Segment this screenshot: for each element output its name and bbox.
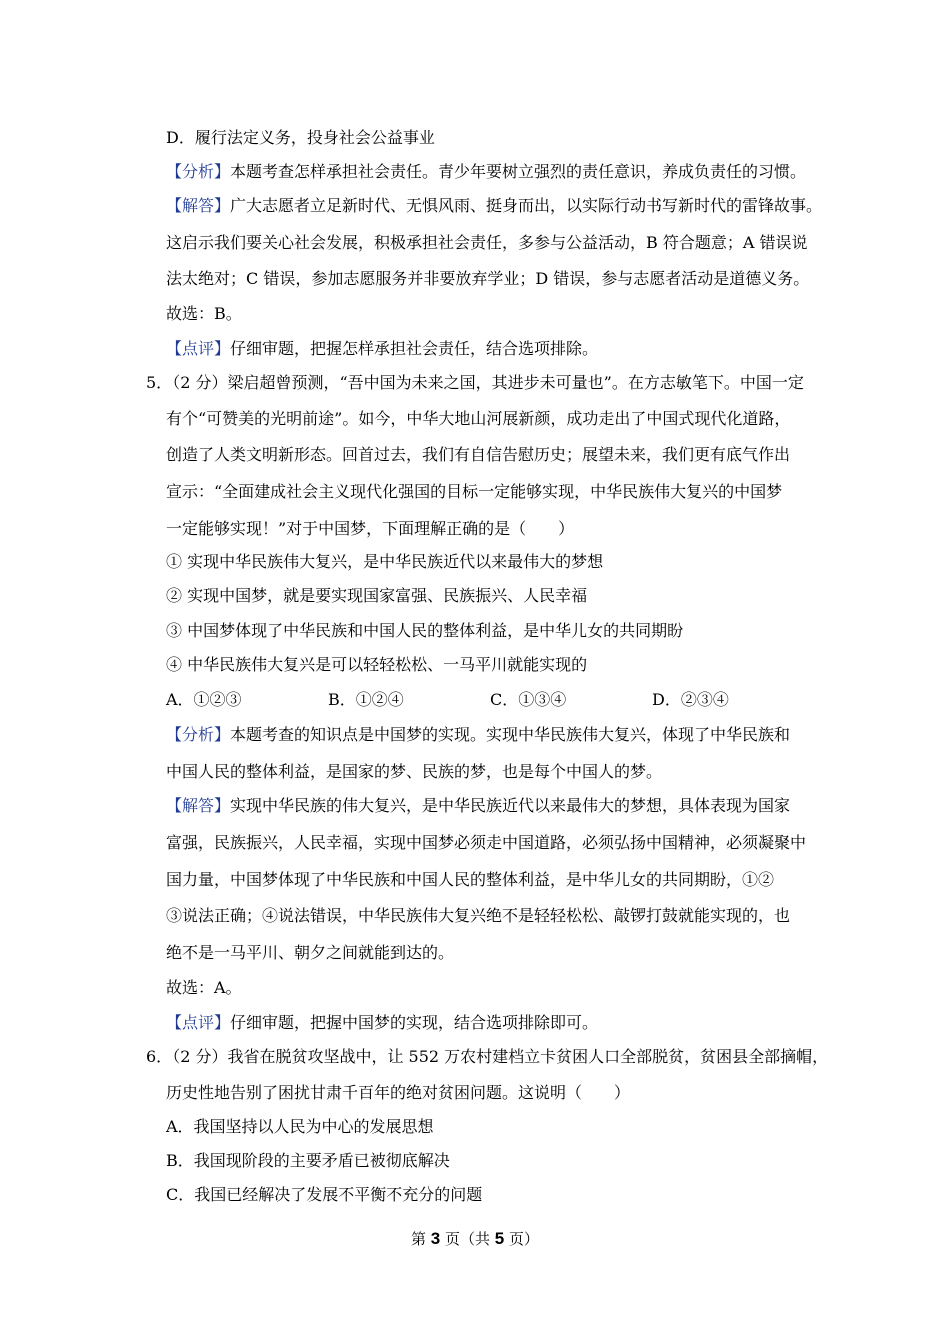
q5-statement-3: ③ 中国梦体现了中华民族和中国人民的整体利益，是中华儿女的共同期盼 (166, 621, 684, 640)
q5-comment (166, 1012, 598, 1034)
q5-options (166, 689, 814, 711)
analysis-tag: 【分析】 (166, 725, 231, 744)
q5-option-c: C．①③④ (490, 690, 567, 709)
q5-statement-4: ④ 中华民族伟大复兴是可以轻轻松松、一马平川就能实现的 (166, 655, 588, 674)
q5-answer-line-4: ③说法正确；④说法错误，中华民族伟大复兴绝不是轻轻松松、敲锣打鼓就能实现的，也 (166, 906, 791, 925)
q4-option-d: D．履行法定义务，投身社会公益事业 (166, 128, 435, 147)
q4-answer-line-3: 法太绝对；C 错误，参加志愿服务并非要放弃学业；D 错误，参与志愿者活动是道德义务。 (166, 269, 810, 288)
q5-option-d: D．②③④ (652, 690, 729, 709)
q5-number: 5． (146, 373, 173, 392)
comment-tag: 【点评】 (166, 339, 231, 358)
q6-option-c: C．我国已经解决了发展不平衡不充分的问题 (166, 1185, 483, 1204)
comment-tag: 【点评】 (166, 1013, 231, 1032)
q5-stem-text: （2 分）梁启超曾预测，“吾中国为未来之国，其进步未可量也”。在方志敏笔下。中国一定 (172, 373, 804, 392)
q6-stem-line-2: 历史性地告别了困扰甘肃千百年的绝对贫困问题。这说明（ ） (166, 1083, 631, 1102)
analysis-tag: 【分析】 (166, 162, 231, 181)
q5-option-a: A．①②③ (166, 690, 242, 709)
q6-number: 6． (146, 1047, 173, 1066)
q5-analysis-line-2: 中国人民的整体利益，是国家的梦、民族的梦，也是每个中国人的梦。 (166, 762, 663, 781)
q4-choice: 故选：B。 (166, 304, 242, 323)
q5-choice: 故选：A。 (166, 978, 242, 997)
q6-option-a: A．我国坚持以人民为中心的发展思想 (166, 1117, 434, 1136)
q5-answer-line-3: 国力量，中国梦体现了中华民族和中国人民的整体利益，是中华儿女的共同期盼，①② (166, 870, 775, 889)
q5-answer-line-1 (166, 795, 790, 817)
q5-stem-line-3: 创造了人类文明新形态。回首过去，我们有自信告慰历史；展望未来，我们更有底气作出 (166, 445, 791, 464)
answer-tag: 【解答】 (166, 196, 231, 215)
answer-tag: 【解答】 (166, 796, 231, 815)
q6-stem-line-1 (146, 1046, 828, 1068)
q6-option-b: B．我国现阶段的主要矛盾已被彻底解决 (166, 1151, 450, 1170)
q5-answer-line-2: 富强，民族振兴，人民幸福，实现中国梦必须走中国道路，必须弘扬中国精神，必须凝聚中 (166, 833, 807, 852)
footer-page-number: 3 (430, 1229, 441, 1248)
footer-prefix: 第 (410, 1230, 431, 1248)
footer-middle: 页（共 (440, 1230, 495, 1248)
q6-stem-text: （2 分）我省在脱贫攻坚战中，让 552 万农村建档立卡贫困人口全部脱贫，贫困县全部摘帽， (172, 1047, 829, 1066)
q5-analysis-line-1 (166, 724, 790, 746)
comment-text: 仔细审题，把握中国梦的实现，结合选项排除即可。 (230, 1013, 599, 1032)
q5-stem-line-4: 宣示：“全面建成社会主义现代化强国的目标一定能够实现，中华民族伟大复兴的中国梦 (166, 482, 783, 501)
q4-comment (166, 338, 598, 360)
q5-statement-1: ① 实现中华民族伟大复兴，是中华民族近代以来最伟大的梦想 (166, 552, 604, 571)
q5-stem-line-1 (146, 372, 804, 394)
q5-stem-line-5: 一定能够实现！”对于中国梦，下面理解正确的是（ ） (166, 519, 575, 538)
footer-total-pages: 5 (494, 1229, 505, 1248)
q4-answer-line-2: 这启示我们要关心社会发展，积极承担社会责任，多参与公益活动，B 符合题意；A 错误说 (166, 233, 808, 252)
q5-statement-2: ② 实现中国梦，就是要实现国家富强、民族振兴、人民幸福 (166, 586, 588, 605)
comment-text: 仔细审题，把握怎样承担社会责任，结合选项排除。 (230, 339, 599, 358)
q5-stem-line-2: 有个“可赞美的光明前途”。如今，中华大地山河展新颜，成功走出了中国式现代化道路， (166, 409, 791, 428)
analysis-text: 本题考查怎样承担社会责任。青少年要树立强烈的责任意识，养成负责任的习惯。 (230, 162, 807, 181)
answer-text: 实现中华民族的伟大复兴，是中华民族近代以来最伟大的梦想，具体表现为国家 (230, 796, 791, 815)
q4-answer-line-1 (166, 195, 822, 217)
q5-answer-line-5: 绝不是一马平川、朝夕之间就能到达的。 (166, 943, 455, 962)
analysis-text: 本题考查的知识点是中国梦的实现。实现中华民族伟大复兴，体现了中华民族和 (230, 725, 791, 744)
footer-suffix: 页） (504, 1230, 540, 1248)
q5-option-b: B．①②④ (328, 690, 404, 709)
q4-analysis (166, 161, 806, 183)
answer-text: 广大志愿者立足新时代、无惧风雨、挺身而出，以实际行动书写新时代的雷锋故事。 (230, 196, 823, 215)
page-footer (0, 1228, 950, 1250)
